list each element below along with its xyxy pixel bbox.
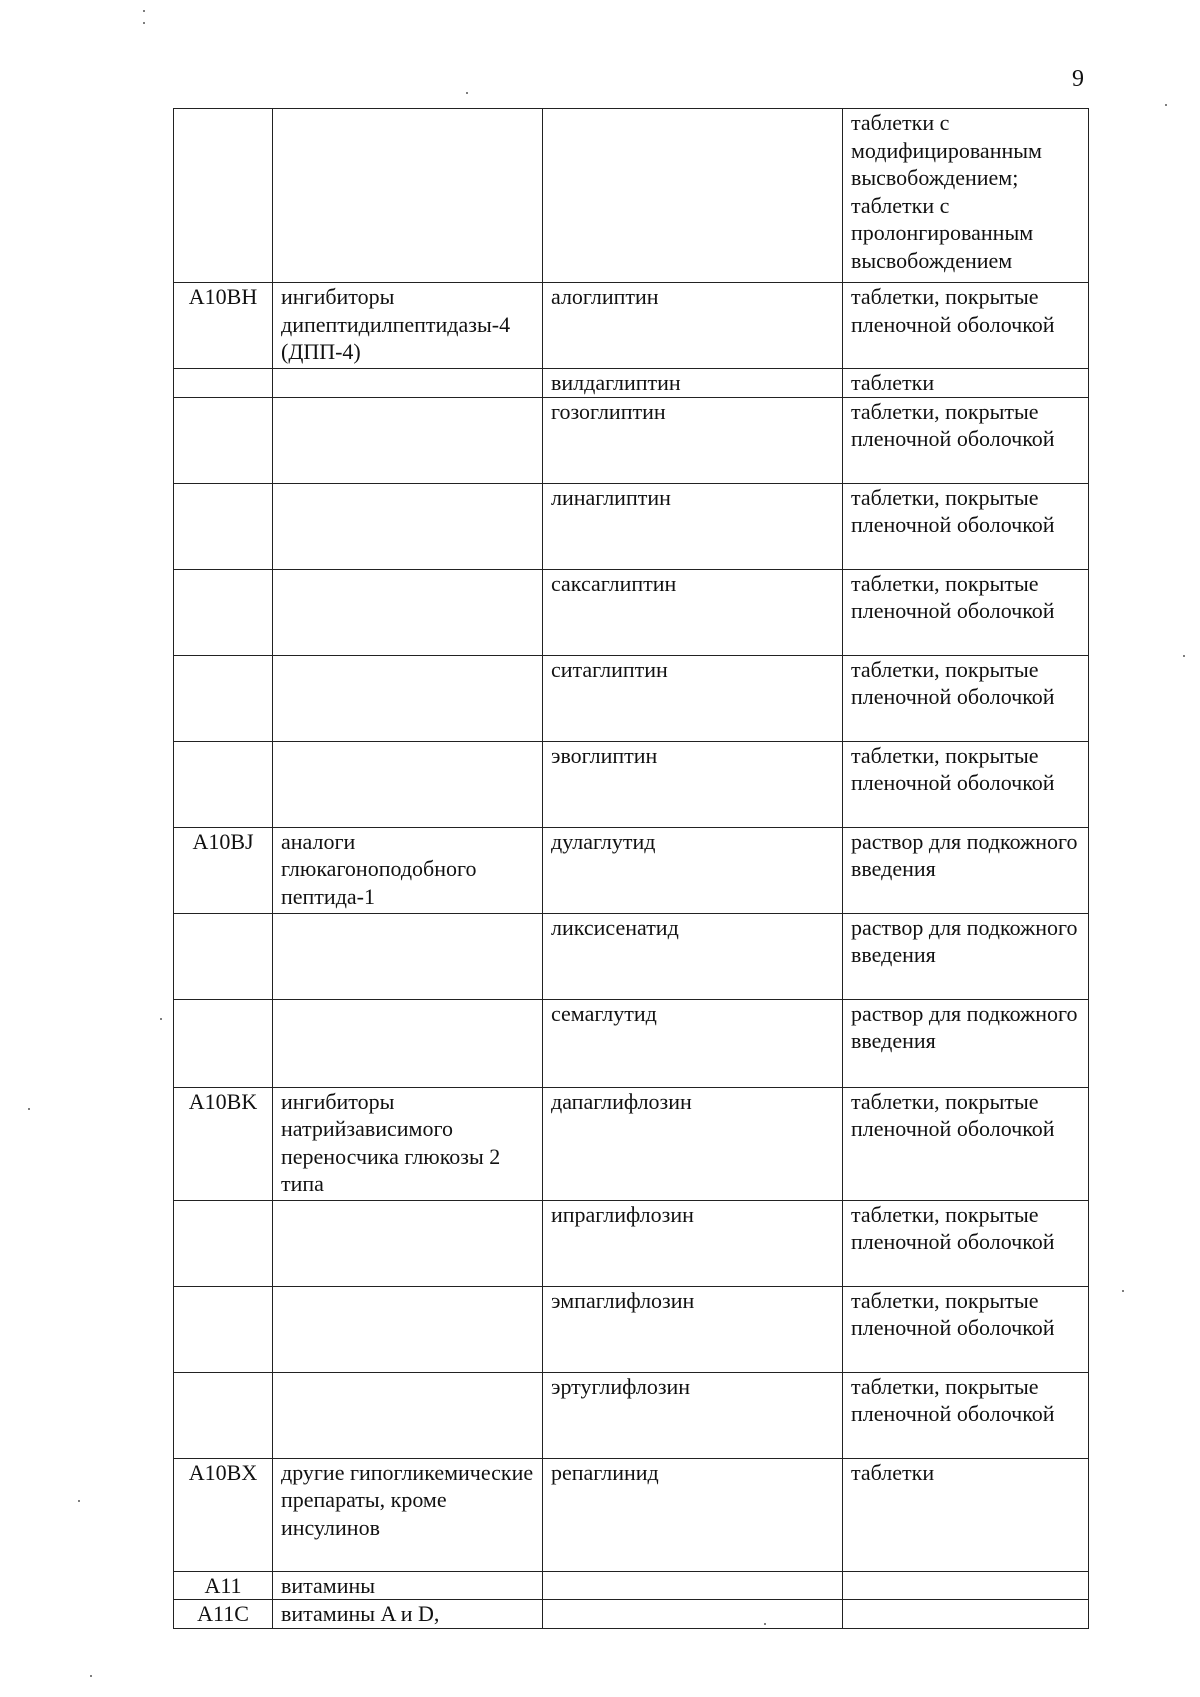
drug-group-cell: ингибиторы дипептидилпептидазы-4 (ДПП-4) bbox=[273, 283, 543, 369]
drug-name-cell: линаглиптин bbox=[543, 483, 843, 569]
table-row bbox=[174, 999, 1089, 1087]
dosage-form-cell: таблетки, покрытые пленочной оболочкой bbox=[843, 655, 1089, 741]
drug-group-cell bbox=[273, 397, 543, 483]
table-row bbox=[174, 1286, 1089, 1372]
atc-code-cell bbox=[174, 999, 273, 1087]
table-row bbox=[174, 913, 1089, 999]
drug-name-cell: вилдаглиптин bbox=[543, 369, 843, 398]
scan-speck bbox=[143, 10, 145, 12]
atc-code-cell bbox=[174, 1372, 273, 1458]
drug-table bbox=[173, 108, 1089, 1629]
drug-group-cell: витамины A и D, bbox=[273, 1600, 543, 1629]
atc-code-cell bbox=[174, 109, 273, 283]
table-row bbox=[174, 741, 1089, 827]
drug-group-cell bbox=[273, 741, 543, 827]
atc-code-cell: A10BX bbox=[174, 1458, 273, 1571]
atc-code-cell bbox=[174, 655, 273, 741]
table-row bbox=[174, 1600, 1089, 1629]
table-row bbox=[174, 569, 1089, 655]
table-row bbox=[174, 109, 1089, 283]
drug-name-cell: ипраглифлозин bbox=[543, 1200, 843, 1286]
page-number: 9 bbox=[1072, 66, 1084, 92]
scan-speck bbox=[466, 92, 468, 94]
dosage-form-cell: раствор для подкожного введения bbox=[843, 913, 1089, 999]
drug-name-cell: дулаглутид bbox=[543, 827, 843, 913]
atc-code-cell: A10BK bbox=[174, 1087, 273, 1200]
drug-name-cell: репаглинид bbox=[543, 1458, 843, 1571]
drug-group-cell bbox=[273, 569, 543, 655]
atc-code-cell bbox=[174, 569, 273, 655]
scan-speck bbox=[1165, 104, 1167, 106]
table-row bbox=[174, 1087, 1089, 1200]
dosage-form-cell: таблетки, покрытые пленочной оболочкой bbox=[843, 569, 1089, 655]
table-row bbox=[174, 283, 1089, 369]
scan-speck bbox=[90, 1675, 92, 1677]
table-row bbox=[174, 483, 1089, 569]
atc-code-cell bbox=[174, 397, 273, 483]
dosage-form-cell: раствор для подкожного введения bbox=[843, 827, 1089, 913]
drug-group-cell bbox=[273, 1286, 543, 1372]
scan-speck bbox=[28, 1108, 30, 1110]
atc-code-cell bbox=[174, 1286, 273, 1372]
drug-name-cell: семаглутид bbox=[543, 999, 843, 1087]
atc-code-cell: A10BJ bbox=[174, 827, 273, 913]
drug-group-cell: ингибиторы натрийзависимого переносчика глюкозы 2 типа bbox=[273, 1087, 543, 1200]
scan-speck bbox=[764, 1623, 766, 1625]
drug-name-cell bbox=[543, 1571, 843, 1600]
atc-code-cell bbox=[174, 913, 273, 999]
dosage-form-cell: таблетки, покрытые пленочной оболочкой bbox=[843, 1372, 1089, 1458]
dosage-form-cell bbox=[843, 1600, 1089, 1629]
drug-name-cell: дапаглифлозин bbox=[543, 1087, 843, 1200]
scan-speck bbox=[1183, 655, 1185, 657]
drug-name-cell: ситаглиптин bbox=[543, 655, 843, 741]
drug-group-cell bbox=[273, 655, 543, 741]
table-row bbox=[174, 827, 1089, 913]
dosage-form-cell: таблетки, покрытые пленочной оболочкой bbox=[843, 1200, 1089, 1286]
drug-name-cell: алоглиптин bbox=[543, 283, 843, 369]
drug-name-cell bbox=[543, 1600, 843, 1629]
table-row bbox=[174, 655, 1089, 741]
drug-group-cell bbox=[273, 1372, 543, 1458]
table-row bbox=[174, 1200, 1089, 1286]
dosage-form-cell: таблетки, покрытые пленочной оболочкой bbox=[843, 283, 1089, 369]
table-row bbox=[174, 1458, 1089, 1571]
scan-speck bbox=[1122, 1290, 1124, 1292]
table-row bbox=[174, 1372, 1089, 1458]
atc-code-cell bbox=[174, 369, 273, 398]
scan-speck bbox=[160, 1018, 162, 1020]
dosage-form-cell: таблетки, покрытые пленочной оболочкой bbox=[843, 397, 1089, 483]
drug-name-cell: эртуглифлозин bbox=[543, 1372, 843, 1458]
drug-group-cell: другие гипогликемические препараты, кроме инсулинов bbox=[273, 1458, 543, 1571]
drug-group-cell: витамины bbox=[273, 1571, 543, 1600]
table-row bbox=[174, 397, 1089, 483]
scan-speck bbox=[78, 1500, 80, 1502]
drug-group-cell bbox=[273, 999, 543, 1087]
table-row bbox=[174, 369, 1089, 398]
dosage-form-cell: таблетки, покрытые пленочной оболочкой bbox=[843, 741, 1089, 827]
dosage-form-cell: таблетки bbox=[843, 369, 1089, 398]
dosage-form-cell: таблетки с модифицированным высвобождением; таблетки с пролонгированным высвобождением bbox=[843, 109, 1089, 283]
drug-name-cell: эвоглиптин bbox=[543, 741, 843, 827]
drug-group-cell bbox=[273, 1200, 543, 1286]
atc-code-cell: A11 bbox=[174, 1571, 273, 1600]
drug-name-cell: саксаглиптин bbox=[543, 569, 843, 655]
drug-group-cell bbox=[273, 913, 543, 999]
drug-name-cell: ликсисенатид bbox=[543, 913, 843, 999]
atc-code-cell bbox=[174, 741, 273, 827]
drug-group-cell bbox=[273, 369, 543, 398]
drug-name-cell: гозоглиптин bbox=[543, 397, 843, 483]
atc-code-cell bbox=[174, 1200, 273, 1286]
drug-name-cell bbox=[543, 109, 843, 283]
dosage-form-cell: таблетки bbox=[843, 1458, 1089, 1571]
atc-code-cell: A10BH bbox=[174, 283, 273, 369]
atc-code-cell bbox=[174, 483, 273, 569]
dosage-form-cell: таблетки, покрытые пленочной оболочкой bbox=[843, 483, 1089, 569]
dosage-form-cell: таблетки, покрытые пленочной оболочкой bbox=[843, 1286, 1089, 1372]
drug-group-cell bbox=[273, 109, 543, 283]
drug-group-cell bbox=[273, 483, 543, 569]
dosage-form-cell: таблетки, покрытые пленочной оболочкой bbox=[843, 1087, 1089, 1200]
drug-group-cell: аналоги глюкагоноподобного пептида-1 bbox=[273, 827, 543, 913]
dosage-form-cell: раствор для подкожного введения bbox=[843, 999, 1089, 1087]
atc-code-cell: A11C bbox=[174, 1600, 273, 1629]
scan-speck bbox=[143, 22, 145, 24]
drug-name-cell: эмпаглифлозин bbox=[543, 1286, 843, 1372]
table-row bbox=[174, 1571, 1089, 1600]
dosage-form-cell bbox=[843, 1571, 1089, 1600]
